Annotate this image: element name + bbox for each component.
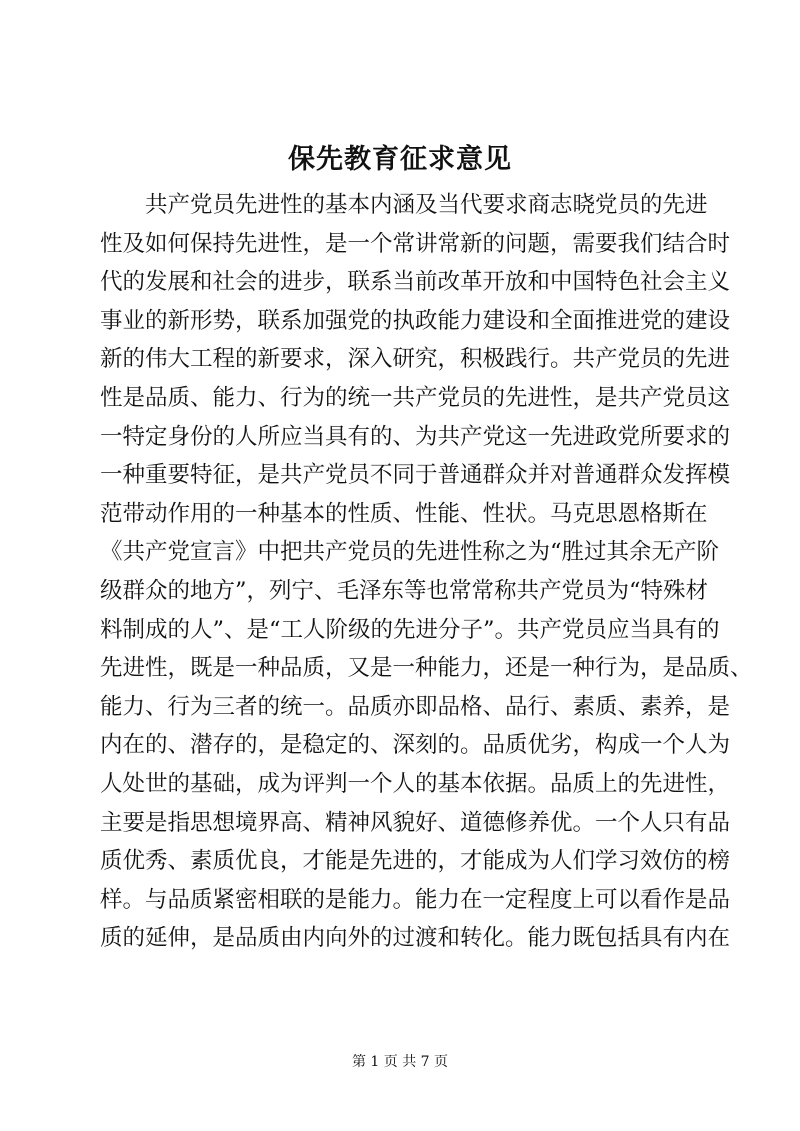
body-line: 质优秀、素质优良，才能是先进的，才能成为人们学习效仿的榜 <box>100 848 731 875</box>
body-line: 范带动作用的一种基本的性质、性能、性状。马克思恩格斯在 <box>100 500 708 527</box>
body-line: 新的伟大工程的新要求，深入研究，积极践行。共产党员的先进 <box>100 346 731 373</box>
body-line: 性是品质、能力、行为的统一共产党员的先进性，是共产党员这 <box>100 384 731 411</box>
body-line: 内在的、潜存的，是稳定的、深刻的。品质优劣，构成一个人为 <box>100 732 731 759</box>
document-title: 保先教育征求意见 <box>288 144 512 175</box>
body-paragraph <box>100 186 753 958</box>
body-line: 《共产党宣言》中把共产党员的先进性称之为“胜过其余无产阶 <box>100 539 720 566</box>
body-line: 人处世的基础，成为评判一个人的基本依据。品质上的先进性， <box>100 770 731 797</box>
body-line: 共产党员先进性的基本内涵及当代要求商志晓党员的先进 <box>100 192 708 218</box>
body-line: 性及如何保持先进性，是一个常讲常新的问题，需要我们结合时 <box>100 230 731 257</box>
body-line: 料制成的人”、是“工人阶级的先进分子”。共产党员应当具有的 <box>100 616 720 643</box>
body-line: 样。与品质紧密相联的是能力。能力在一定程度上可以看作是品 <box>100 886 731 913</box>
body-line: 代的发展和社会的进步，联系当前改革开放和中国特色社会主义 <box>100 269 731 296</box>
body-line: 一特定身份的人所应当具有的、为共产党这一先进政党所要求的 <box>100 423 731 450</box>
body-line: 主要是指思想境界高、精神风貌好、道德修养优。一个人只有品 <box>100 809 731 836</box>
body-line: 能力、行为三者的统一。品质亦即品格、品行、素质、素养，是 <box>100 693 731 720</box>
body-line: 事业的新形势，联系加强党的执政能力建设和全面推进党的建设 <box>100 307 731 334</box>
body-line: 级群众的地方”，列宁、毛泽东等也常常称共产党员为“特殊材 <box>100 577 709 604</box>
body-line: 先进性，既是一种品质，又是一种能力，还是一种行为，是品质、 <box>100 655 753 682</box>
body-line: 一种重要特征，是共产党员不同于普通群众并对普通群众发挥模 <box>100 462 731 489</box>
body-line: 质的延伸，是品质由内向外的过渡和转化。能力既包括具有内在 <box>100 925 731 952</box>
page-footer: 第 1 页 共 7 页 <box>351 1054 449 1070</box>
